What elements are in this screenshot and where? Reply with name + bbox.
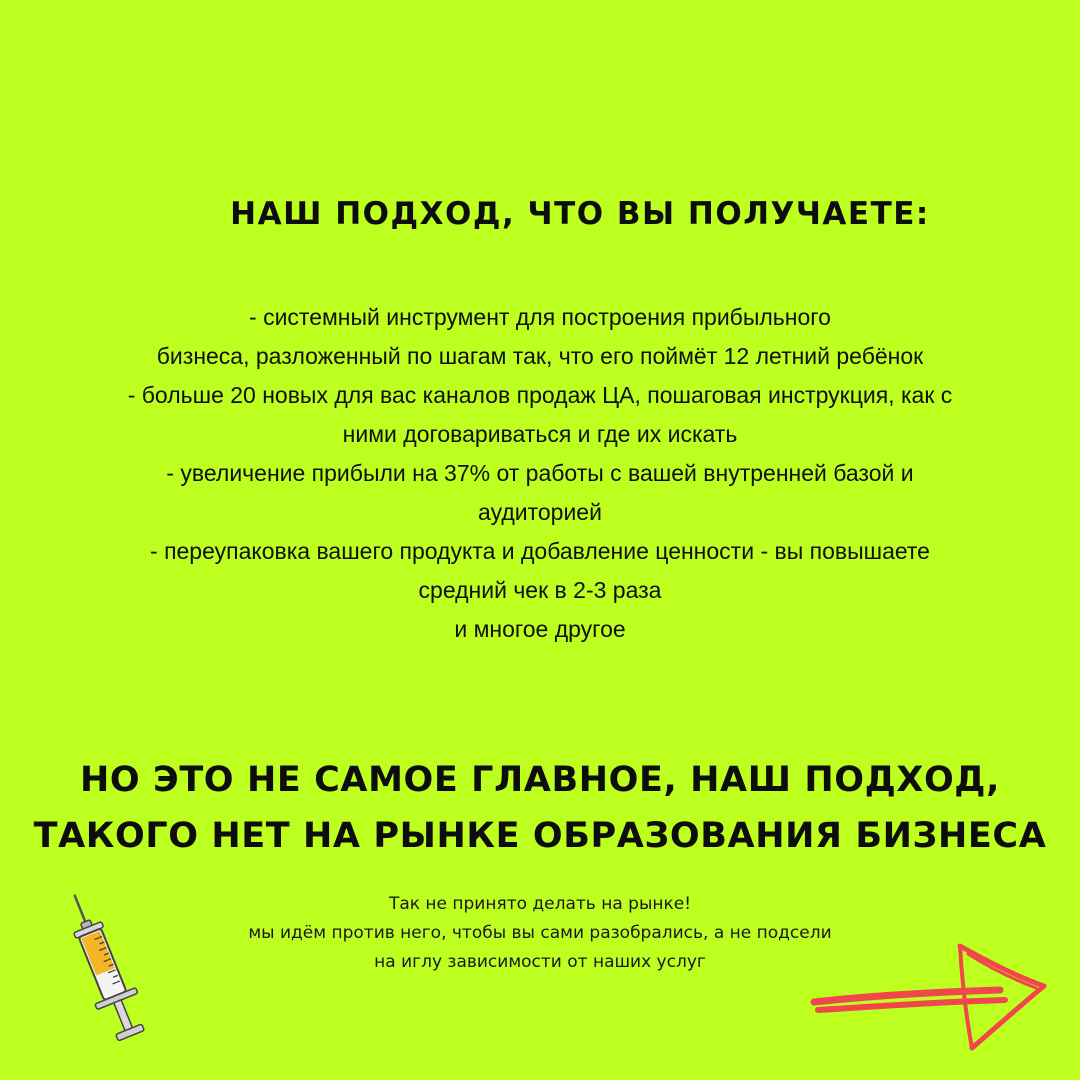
secondary-heading	[0, 752, 1080, 864]
benefit-line: бизнеса, разложенный по шагам так, что его поймёт 12 летний ребёнок	[156, 343, 924, 369]
benefit-line: ними договариваться и где их искать	[342, 421, 738, 447]
benefit-line: - увеличение прибыли на 37% от работы с вашей внутренней базой и	[166, 460, 914, 486]
footnote-line: на иглу зависимости от наших услуг	[374, 952, 706, 972]
secondary-heading-line: НО ЭТО НЕ САМОЕ ГЛАВНОЕ, НАШ ПОДХОД,	[80, 760, 1000, 800]
benefit-line: - системный инструмент для построения прибыльного	[249, 304, 831, 330]
syringe-icon	[48, 888, 160, 1048]
benefits-list	[20, 298, 1060, 649]
secondary-heading-line: ТАКОГО НЕТ НА РЫНКЕ ОБРАЗОВАНИЯ БИЗНЕСА	[33, 816, 1047, 856]
benefit-line: - переупаковка вашего продукта и добавление ценности - вы повышаете	[150, 538, 930, 564]
main-heading: НАШ ПОДХОД, ЧТО ВЫ ПОЛУЧАЕТЕ:	[230, 196, 930, 232]
footnote-line: Так не принято делать на рынке!	[388, 894, 692, 914]
benefit-line: аудиторией	[478, 499, 602, 525]
footnote-line: мы идём против него, чтобы вы сами разобрались, а не подсели	[248, 923, 832, 943]
benefit-line: средний чек в 2-3 раза	[418, 577, 662, 603]
benefit-line: и многое другое	[454, 616, 626, 642]
benefit-line: - больше 20 новых для вас каналов продаж ЦА, пошаговая инструкция, как с	[127, 382, 953, 408]
hand-drawn-arrow-icon	[800, 930, 1060, 1060]
